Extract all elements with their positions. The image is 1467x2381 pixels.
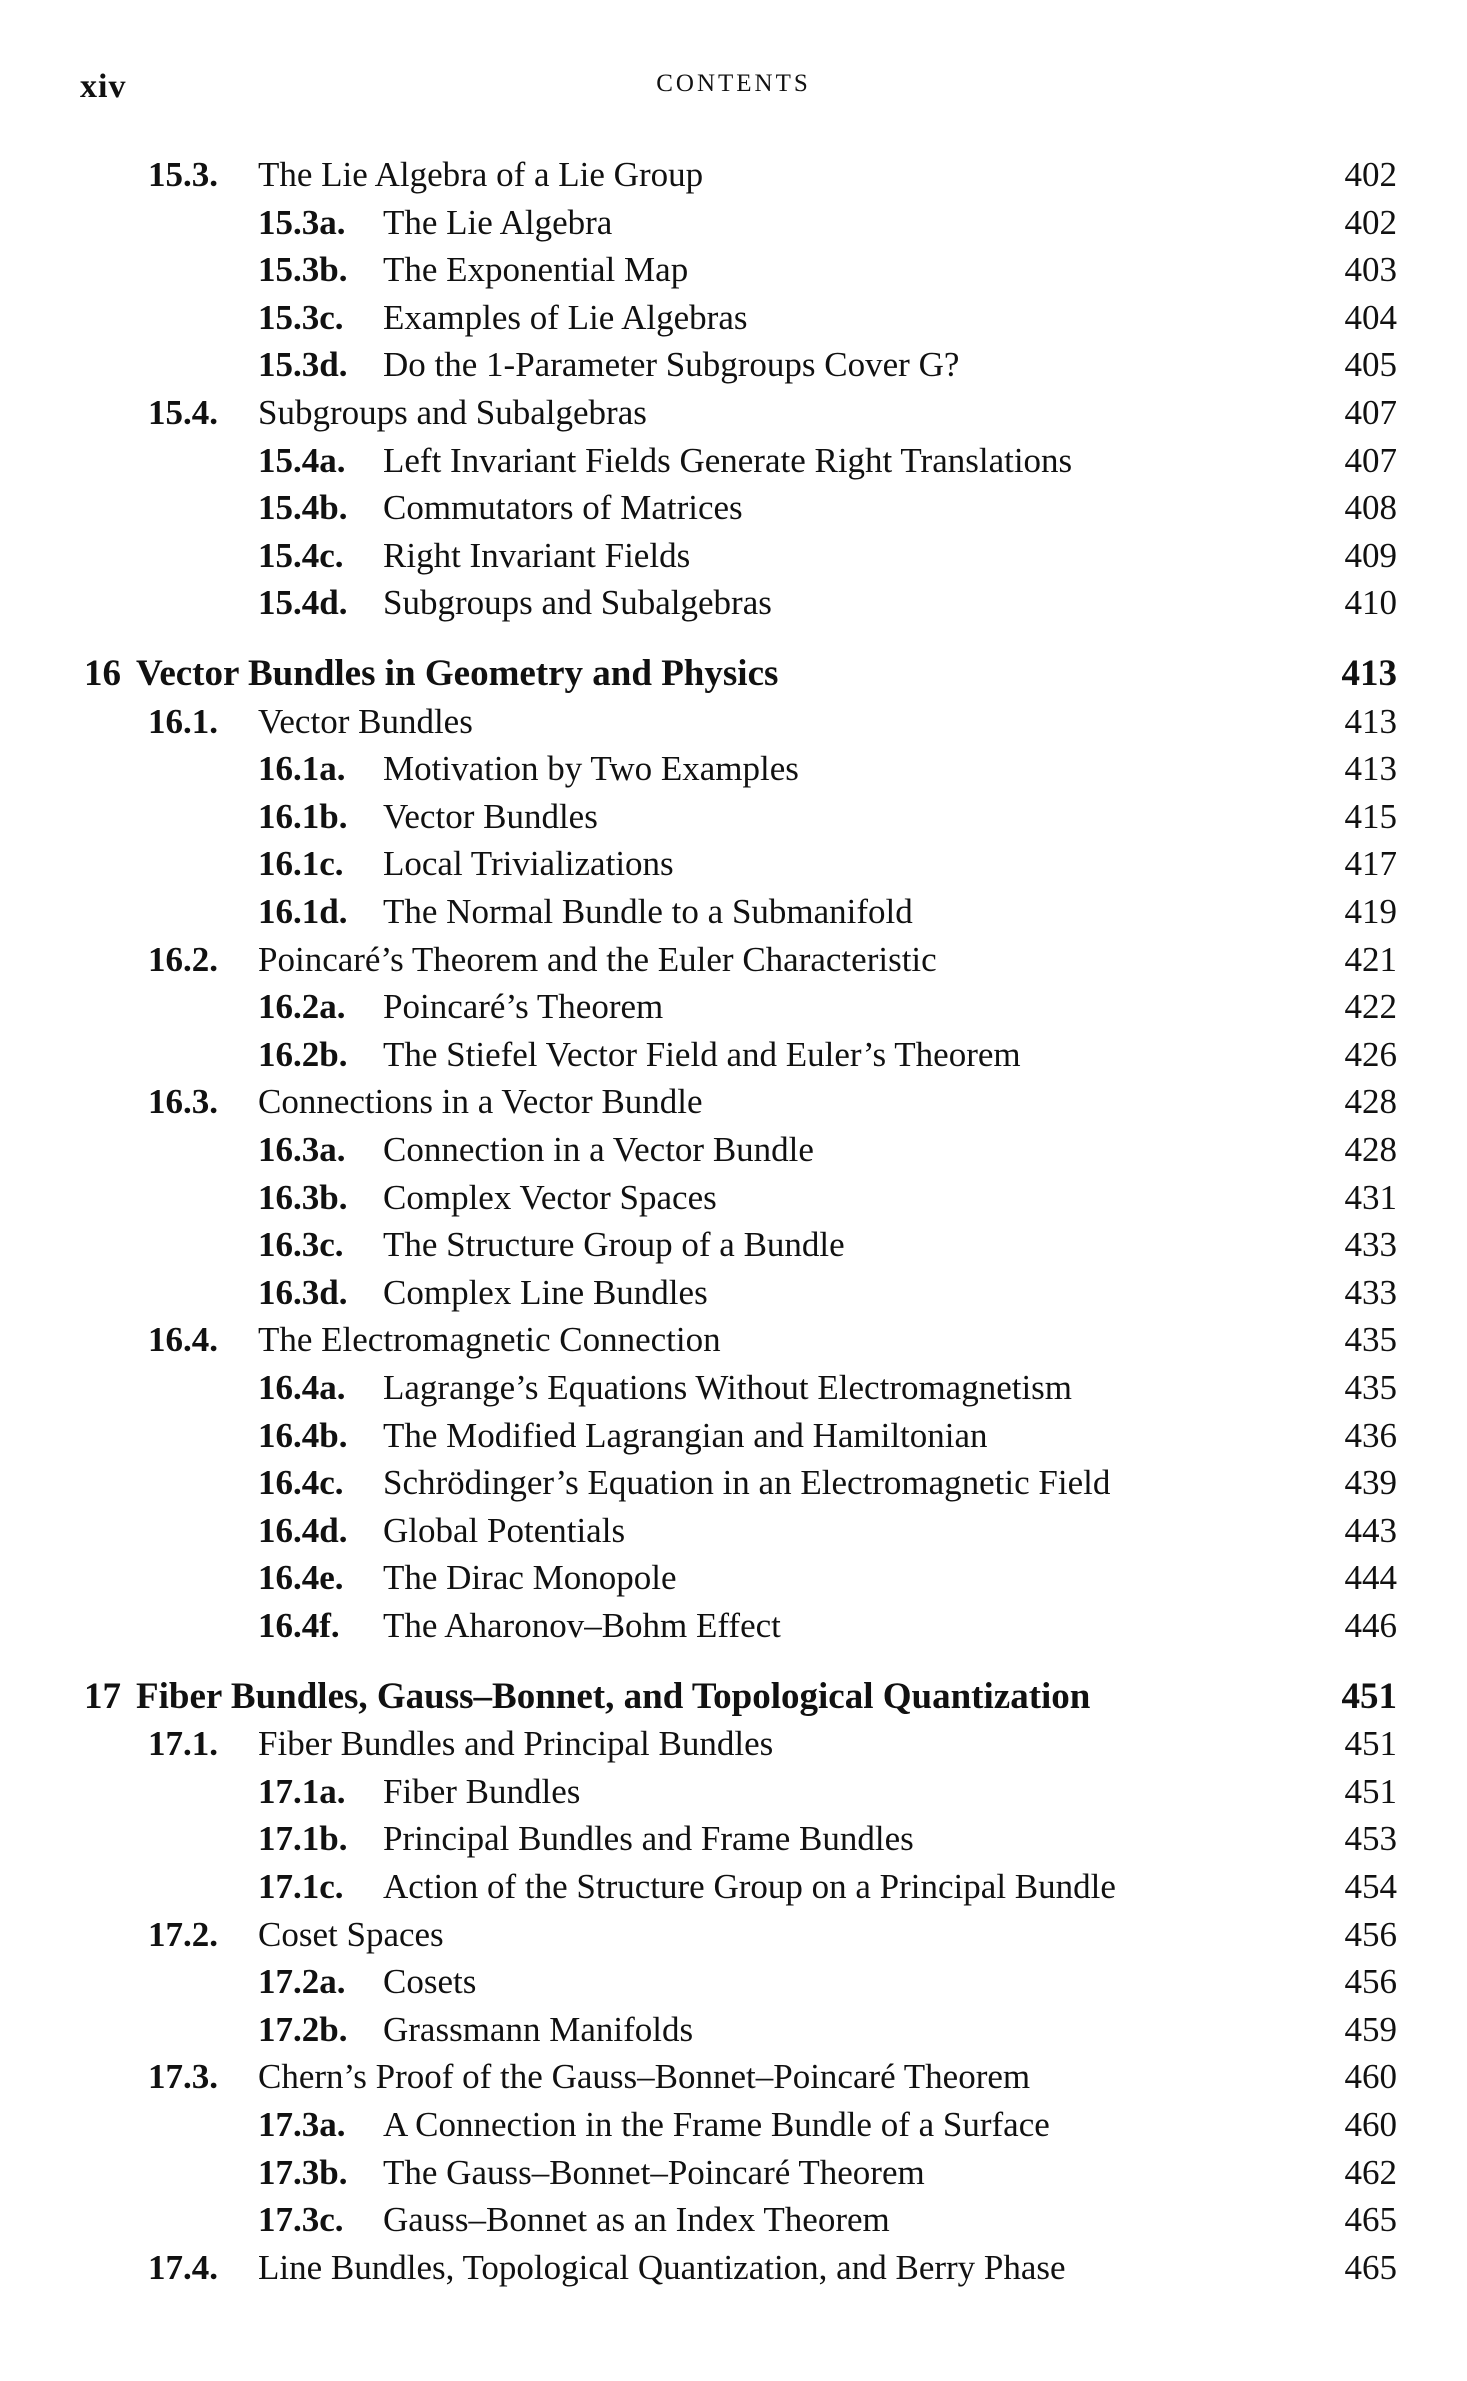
entry-title: Vector Bundles bbox=[383, 797, 598, 836]
entry-title: The Lie Algebra bbox=[383, 203, 613, 242]
entry-title: Chern’s Proof of the Gauss–Bonnet–Poincaré Theorem bbox=[258, 2057, 1031, 2096]
entry-number: 16.4c. bbox=[258, 1463, 344, 1502]
entry-number: 17 bbox=[84, 1676, 121, 1717]
entry-number: 16.3c. bbox=[258, 1225, 344, 1264]
toc-entry-subsection bbox=[0, 2151, 1467, 2195]
entry-title: Line Bundles, Topological Quantization, and Berry Phase bbox=[258, 2248, 1066, 2287]
entry-page-number: 451 bbox=[1344, 1772, 1397, 1811]
toc-entry-section bbox=[0, 1080, 1467, 1124]
entry-page-number: 407 bbox=[1344, 393, 1397, 432]
entry-title: Subgroups and Subalgebras bbox=[383, 583, 772, 622]
entry-page-number: 465 bbox=[1344, 2248, 1397, 2287]
entry-number: 16.2a. bbox=[258, 987, 346, 1026]
entry-number: 17.2a. bbox=[258, 1962, 346, 2001]
entry-title: The Electromagnetic Connection bbox=[258, 1320, 721, 1359]
entry-page-number: 419 bbox=[1344, 892, 1397, 931]
entry-number: 16 bbox=[84, 653, 121, 694]
toc-entry-subsection bbox=[0, 1556, 1467, 1600]
entry-title: Connection in a Vector Bundle bbox=[383, 1130, 814, 1169]
entry-page-number: 460 bbox=[1344, 2057, 1397, 2096]
entry-page-number: 426 bbox=[1344, 1035, 1397, 1074]
entry-number: 17.3c. bbox=[258, 2200, 344, 2239]
entry-number: 17.1a. bbox=[258, 1772, 346, 1811]
entry-title: The Exponential Map bbox=[383, 250, 689, 289]
entry-number: 17.1. bbox=[148, 1724, 218, 1763]
entry-title: A Connection in the Frame Bundle of a Surface bbox=[383, 2105, 1050, 2144]
entry-title: Fiber Bundles, Gauss–Bonnet, and Topological Quantization bbox=[136, 1676, 1091, 1717]
toc-entry-subsection bbox=[0, 201, 1467, 245]
toc-entry-subsection bbox=[0, 890, 1467, 934]
entry-title: Do the 1-Parameter Subgroups Cover G? bbox=[383, 345, 960, 384]
toc-entry-subsection bbox=[0, 1366, 1467, 1410]
entry-number: 16.1c. bbox=[258, 844, 344, 883]
entry-page-number: 413 bbox=[1344, 702, 1397, 741]
entry-title: Schrödinger’s Equation in an Electromagnetic Field bbox=[383, 1463, 1111, 1502]
toc-entry-subsection bbox=[0, 2103, 1467, 2147]
entry-title: The Gauss–Bonnet–Poincaré Theorem bbox=[383, 2153, 925, 2192]
toc-entry-subsection bbox=[0, 1176, 1467, 1220]
entry-number: 15.4a. bbox=[258, 441, 346, 480]
toc-entry-subsection bbox=[0, 1865, 1467, 1909]
entry-number: 15.3d. bbox=[258, 345, 348, 384]
entry-page-number: 433 bbox=[1344, 1273, 1397, 1312]
entry-title: Commutators of Matrices bbox=[383, 488, 743, 527]
entry-number: 16.4. bbox=[148, 1320, 218, 1359]
entry-number: 16.4d. bbox=[258, 1511, 348, 1550]
entry-number: 16.3b. bbox=[258, 1178, 348, 1217]
toc-entry-subsection bbox=[0, 581, 1467, 625]
entry-page-number: 415 bbox=[1344, 797, 1397, 836]
entry-title: Left Invariant Fields Generate Right Translations bbox=[383, 441, 1073, 480]
entry-page-number: 421 bbox=[1344, 940, 1397, 979]
entry-title: Principal Bundles and Frame Bundles bbox=[383, 1819, 914, 1858]
entry-page-number: 417 bbox=[1344, 844, 1397, 883]
entry-number: 17.3b. bbox=[258, 2153, 348, 2192]
entry-title: Right Invariant Fields bbox=[383, 536, 691, 575]
entry-page-number: 435 bbox=[1344, 1320, 1397, 1359]
entry-number: 15.3a. bbox=[258, 203, 346, 242]
toc-entry-subsection bbox=[0, 1223, 1467, 1267]
toc-entry-subsection bbox=[0, 486, 1467, 530]
entry-page-number: 402 bbox=[1344, 203, 1397, 242]
entry-page-number: 403 bbox=[1344, 250, 1397, 289]
entry-page-number: 451 bbox=[1341, 1676, 1397, 1717]
entry-number: 16.1a. bbox=[258, 749, 346, 788]
entry-title: Complex Vector Spaces bbox=[383, 1178, 717, 1217]
entry-page-number: 407 bbox=[1344, 441, 1397, 480]
toc-entry-section bbox=[0, 2055, 1467, 2099]
entry-number: 16.3. bbox=[148, 1082, 218, 1121]
toc-entry-section bbox=[0, 1913, 1467, 1957]
entry-page-number: 456 bbox=[1344, 1915, 1397, 1954]
entry-title: Motivation by Two Examples bbox=[383, 749, 799, 788]
entry-page-number: 462 bbox=[1344, 2153, 1397, 2192]
toc-entry-chapter bbox=[0, 1675, 1467, 1719]
entry-number: 16.4a. bbox=[258, 1368, 346, 1407]
toc-entry-subsection bbox=[0, 842, 1467, 886]
entry-title: Fiber Bundles and Principal Bundles bbox=[258, 1724, 774, 1763]
entry-number: 17.2. bbox=[148, 1915, 218, 1954]
entry-title: Fiber Bundles bbox=[383, 1772, 581, 1811]
entry-number: 16.3a. bbox=[258, 1130, 346, 1169]
entry-title: Lagrange’s Equations Without Electromagnetism bbox=[383, 1368, 1073, 1407]
entry-title: Local Trivializations bbox=[383, 844, 674, 883]
running-head: CONTENTS bbox=[656, 70, 811, 97]
entry-page-number: 413 bbox=[1344, 749, 1397, 788]
toc-entry-section bbox=[0, 938, 1467, 982]
entry-page-number: 451 bbox=[1344, 1724, 1397, 1763]
entry-number: 16.4e. bbox=[258, 1558, 344, 1597]
entry-title: Grassmann Manifolds bbox=[383, 2010, 694, 2049]
entry-page-number: 465 bbox=[1344, 2200, 1397, 2239]
entry-title: The Lie Algebra of a Lie Group bbox=[258, 155, 704, 194]
entry-title: Vector Bundles in Geometry and Physics bbox=[136, 653, 779, 694]
entry-number: 16.4f. bbox=[258, 1606, 340, 1645]
entry-title: Poincaré’s Theorem and the Euler Characteristic bbox=[258, 940, 937, 979]
entry-page-number: 439 bbox=[1344, 1463, 1397, 1502]
entry-page-number: 409 bbox=[1344, 536, 1397, 575]
entry-number: 17.1b. bbox=[258, 1819, 348, 1858]
toc-entry-chapter bbox=[0, 652, 1467, 696]
entry-title: Coset Spaces bbox=[258, 1915, 444, 1954]
entry-title: The Normal Bundle to a Submanifold bbox=[383, 892, 913, 931]
entry-number: 16.1. bbox=[148, 702, 218, 741]
entry-number: 16.2b. bbox=[258, 1035, 348, 1074]
entry-title: Complex Line Bundles bbox=[383, 1273, 708, 1312]
toc-entry-subsection bbox=[0, 1033, 1467, 1077]
entry-page-number: 453 bbox=[1344, 1819, 1397, 1858]
entry-page-number: 446 bbox=[1344, 1606, 1397, 1645]
entry-page-number: 408 bbox=[1344, 488, 1397, 527]
entry-page-number: 456 bbox=[1344, 1962, 1397, 2001]
entry-page-number: 460 bbox=[1344, 2105, 1397, 2144]
entry-title: The Dirac Monopole bbox=[383, 1558, 677, 1597]
entry-page-number: 405 bbox=[1344, 345, 1397, 384]
entry-page-number: 413 bbox=[1341, 653, 1397, 694]
entry-title: The Aharonov–Bohm Effect bbox=[383, 1606, 781, 1645]
entry-number: 15.4c. bbox=[258, 536, 344, 575]
entry-page-number: 431 bbox=[1344, 1178, 1397, 1217]
entry-title: Examples of Lie Algebras bbox=[383, 298, 748, 337]
toc-entry-section bbox=[0, 2246, 1467, 2290]
toc-entry-subsection bbox=[0, 343, 1467, 387]
entry-page-number: 428 bbox=[1344, 1082, 1397, 1121]
entry-page-number: 444 bbox=[1344, 1558, 1397, 1597]
page-number: xiv bbox=[80, 68, 127, 105]
toc-entry-section bbox=[0, 1722, 1467, 1766]
entry-number: 17.1c. bbox=[258, 1867, 344, 1906]
entry-page-number: 428 bbox=[1344, 1130, 1397, 1169]
entry-title: Action of the Structure Group on a Principal Bundle bbox=[383, 1867, 1116, 1906]
entry-number: 16.4b. bbox=[258, 1416, 348, 1455]
toc-entry-subsection bbox=[0, 1960, 1467, 2004]
entry-page-number: 433 bbox=[1344, 1225, 1397, 1264]
entry-page-number: 422 bbox=[1344, 987, 1397, 1026]
toc-entry-subsection bbox=[0, 1509, 1467, 1553]
toc-entry-subsection bbox=[0, 534, 1467, 578]
toc-entry-subsection bbox=[0, 1817, 1467, 1861]
entry-number: 16.3d. bbox=[258, 1273, 348, 1312]
entry-page-number: 402 bbox=[1344, 155, 1397, 194]
entry-title: The Stiefel Vector Field and Euler’s Theorem bbox=[383, 1035, 1021, 1074]
entry-title: The Structure Group of a Bundle bbox=[383, 1225, 845, 1264]
entry-page-number: 459 bbox=[1344, 2010, 1397, 2049]
entry-title: Global Potentials bbox=[383, 1511, 626, 1550]
entry-page-number: 410 bbox=[1344, 583, 1397, 622]
toc-entry-section bbox=[0, 153, 1467, 197]
toc-entry-subsection bbox=[0, 1128, 1467, 1172]
toc-entry-subsection bbox=[0, 1604, 1467, 1648]
entry-number: 17.4. bbox=[148, 2248, 218, 2287]
toc-entry-subsection bbox=[0, 1271, 1467, 1315]
entry-title: Connections in a Vector Bundle bbox=[258, 1082, 703, 1121]
entry-title: Gauss–Bonnet as an Index Theorem bbox=[383, 2200, 890, 2239]
entry-title: Cosets bbox=[383, 1962, 477, 2001]
entry-number: 17.2b. bbox=[258, 2010, 348, 2049]
entry-title: Poincaré’s Theorem bbox=[383, 987, 664, 1026]
entry-page-number: 404 bbox=[1344, 298, 1397, 337]
entry-page-number: 443 bbox=[1344, 1511, 1397, 1550]
entry-number: 15.3. bbox=[148, 155, 218, 194]
toc-entry-subsection bbox=[0, 1414, 1467, 1458]
entry-page-number: 435 bbox=[1344, 1368, 1397, 1407]
toc-entry-section bbox=[0, 700, 1467, 744]
entry-title: Vector Bundles bbox=[258, 702, 473, 741]
toc-entry-subsection bbox=[0, 1461, 1467, 1505]
entry-title: Subgroups and Subalgebras bbox=[258, 393, 647, 432]
entry-number: 15.3b. bbox=[258, 250, 348, 289]
entry-number: 15.4b. bbox=[258, 488, 348, 527]
toc-entry-subsection bbox=[0, 248, 1467, 292]
toc-entry-section bbox=[0, 1318, 1467, 1362]
entry-page-number: 436 bbox=[1344, 1416, 1397, 1455]
entry-number: 15.3c. bbox=[258, 298, 344, 337]
entry-number: 17.3. bbox=[148, 2057, 218, 2096]
entry-title: The Modified Lagrangian and Hamiltonian bbox=[383, 1416, 988, 1455]
toc-entry-subsection bbox=[0, 985, 1467, 1029]
toc-entry-section bbox=[0, 391, 1467, 435]
toc-entry-subsection bbox=[0, 747, 1467, 791]
toc-entry-subsection bbox=[0, 2198, 1467, 2242]
toc-entry-subsection bbox=[0, 2008, 1467, 2052]
toc-entry-subsection bbox=[0, 795, 1467, 839]
toc-entry-subsection bbox=[0, 1770, 1467, 1814]
entry-number: 17.3a. bbox=[258, 2105, 346, 2144]
entry-number: 15.4. bbox=[148, 393, 218, 432]
entry-number: 15.4d. bbox=[258, 583, 348, 622]
entry-number: 16.1d. bbox=[258, 892, 348, 931]
toc-entry-subsection bbox=[0, 439, 1467, 483]
entry-page-number: 454 bbox=[1344, 1867, 1397, 1906]
entry-number: 16.1b. bbox=[258, 797, 348, 836]
entry-number: 16.2. bbox=[148, 940, 218, 979]
toc-entry-subsection bbox=[0, 296, 1467, 340]
